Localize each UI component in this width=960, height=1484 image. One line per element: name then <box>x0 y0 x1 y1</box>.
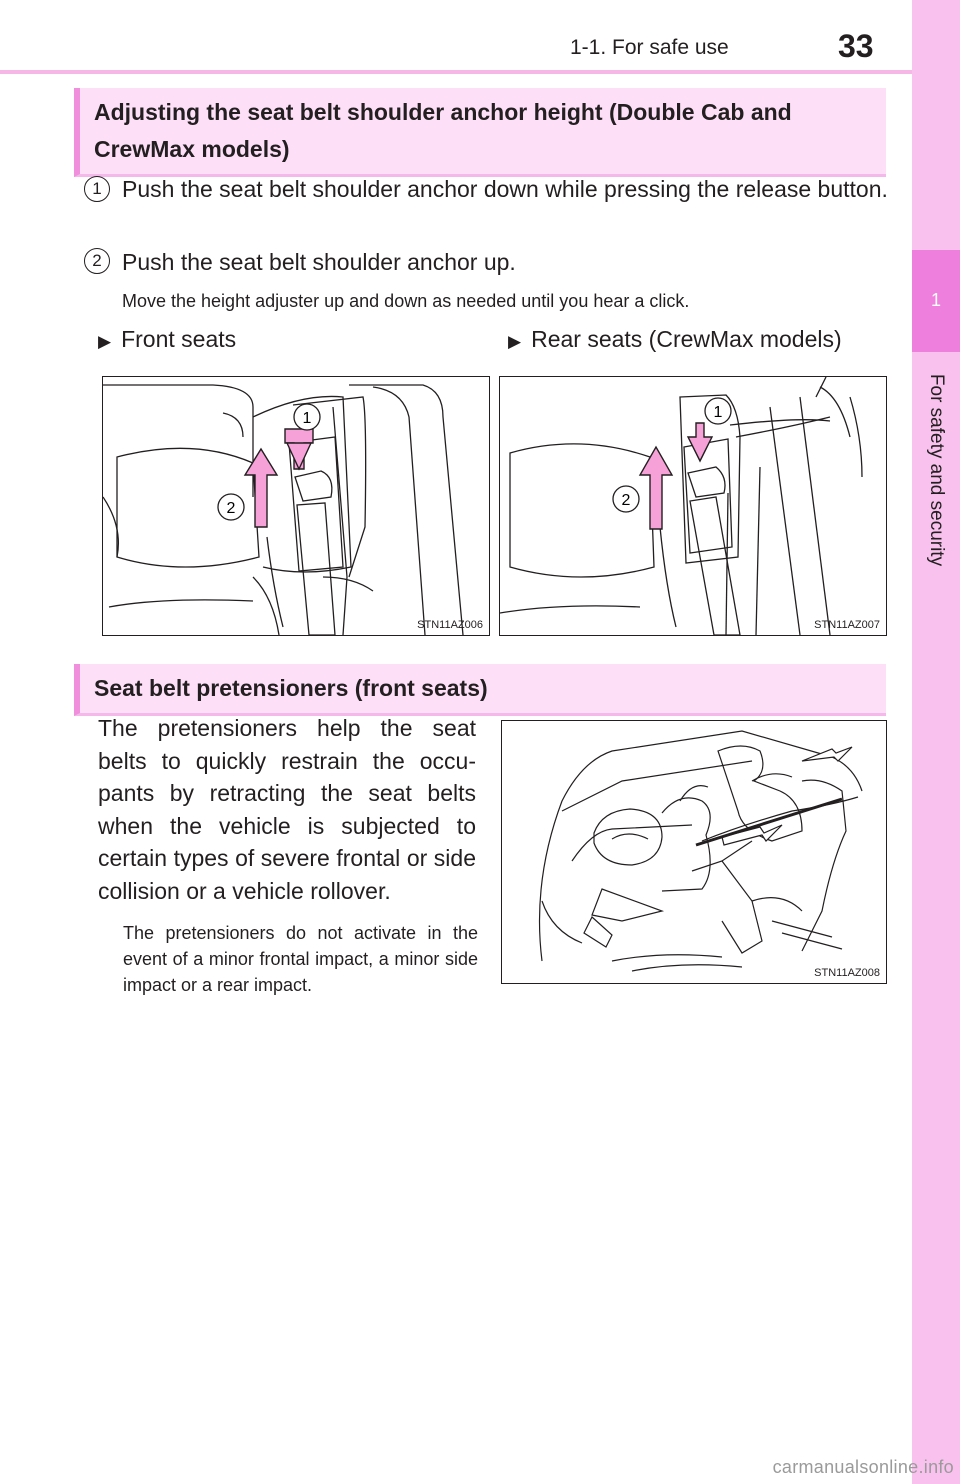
page-number: 33 <box>838 28 874 64</box>
chapter-number: 1 <box>930 290 941 310</box>
step-number-1: 1 <box>84 176 110 202</box>
figure-code: STN11AZ007 <box>814 619 880 631</box>
step-text-1: Push the seat belt shoulder anchor down while pressing the release button. <box>122 176 888 202</box>
chapter-tab <box>912 0 960 1484</box>
figure-pretensioner <box>501 720 887 984</box>
section-title-pretensioners: Seat belt pretensioners (front seats) <box>74 664 886 716</box>
front-seat-illustration <box>103 377 489 635</box>
pretensioner-description: The pretensioners help the seat belts to quickly restrain the occu-pants by retracting the seat belts when the vehicle is subjected to certain types of severe frontal or side collision or a vehicle rollover. <box>98 715 476 904</box>
chapter-title: For safety and security <box>926 373 947 567</box>
figure-label-front-text: Front seats <box>121 326 237 352</box>
callout-1-text: 1 <box>713 404 723 421</box>
pretensioner-note: The pretensioners do not activate in the event of a minor frontal impact, a minor side impact or a rear impact. <box>123 923 478 995</box>
step-note: Move the height adjuster up and down as needed until you hear a click. <box>122 291 690 311</box>
section-title-shoulder-anchor: Adjusting the seat belt shoulder anchor height (Double Cab and CrewMax models) <box>74 88 886 177</box>
rear-seat-illustration <box>500 377 886 635</box>
figure-rear-seat <box>499 376 887 636</box>
callout-1-text: 1 <box>302 410 312 427</box>
figure-label-rear <box>508 326 842 353</box>
step-text-2: Push the seat belt shoulder anchor up. <box>122 249 516 275</box>
bullet-triangle-icon: ▶ <box>98 332 112 351</box>
figure-label-front <box>98 326 236 353</box>
header-rule <box>0 70 912 74</box>
bullet-triangle-icon: ▶ <box>508 332 522 351</box>
header-section: 1-1. For safe use <box>570 36 729 59</box>
watermark: carmanualsonline.info <box>772 1457 954 1477</box>
figure-code: STN11AZ006 <box>417 619 483 631</box>
figure-front-seat <box>102 376 490 636</box>
callout-2-text: 2 <box>621 492 631 509</box>
figure-label-rear-text: Rear seats (CrewMax models) <box>531 326 842 352</box>
callout-2-text: 2 <box>226 500 236 517</box>
step-number-2: 2 <box>84 248 110 274</box>
figure-code: STN11AZ008 <box>814 967 880 979</box>
collision-illustration <box>502 721 886 983</box>
